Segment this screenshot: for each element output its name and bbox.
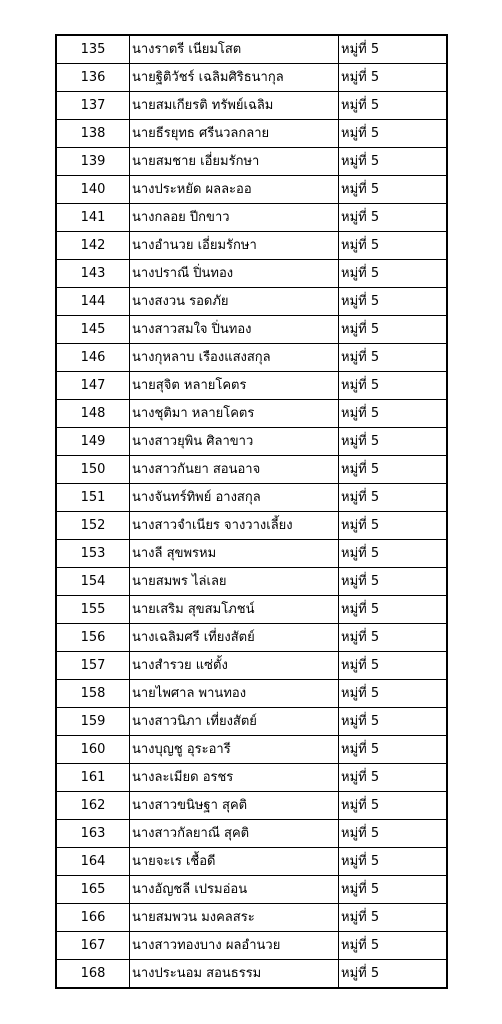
member-name-cell: นางสาวกันยา สอนอาจ [130,456,339,484]
row-number-cell: 168 [56,960,130,989]
row-number-cell: 155 [56,596,130,624]
village-cell: หมู่ที่ 5 [339,400,448,428]
member-name-cell: นายสมเกียรติ ทรัพย์เฉลิม [130,92,339,120]
table-row [56,540,447,568]
village-cell: หมู่ที่ 5 [339,512,448,540]
member-name-cell: นางสาวทองบาง ผลอำนวย [130,932,339,960]
row-number-cell: 160 [56,736,130,764]
row-number-cell: 141 [56,204,130,232]
member-name-cell: นางเฉลิมศรี เที่ยงสัตย์ [130,624,339,652]
member-name-cell: นางปราณี ปิ่นทอง [130,260,339,288]
row-number-cell: 144 [56,288,130,316]
row-number-cell: 161 [56,764,130,792]
row-number-cell: 158 [56,680,130,708]
row-number-cell: 157 [56,652,130,680]
member-name-cell: นางกลอย ปีกขาว [130,204,339,232]
member-name-cell: นางสำรวย แซ่ตั้ง [130,652,339,680]
village-cell: หมู่ที่ 5 [339,792,448,820]
table-row [56,876,447,904]
table-row [56,148,447,176]
table-row [56,848,447,876]
member-name-cell: นางสาวกัลยาณี สุคติ [130,820,339,848]
member-name-cell: นางประหยัด ผลละออ [130,176,339,204]
table-row [56,792,447,820]
table-row [56,372,447,400]
village-cell: หมู่ที่ 5 [339,904,448,932]
table-row [56,288,447,316]
village-cell: หมู่ที่ 5 [339,484,448,512]
row-number-cell: 137 [56,92,130,120]
member-name-cell: นางสาวจำเนียร จางวางเลี้ยง [130,512,339,540]
village-cell: หมู่ที่ 5 [339,596,448,624]
row-number-cell: 153 [56,540,130,568]
row-number-cell: 140 [56,176,130,204]
village-cell: หมู่ที่ 5 [339,120,448,148]
village-cell: หมู่ที่ 5 [339,540,448,568]
table-row [56,260,447,288]
row-number-cell: 139 [56,148,130,176]
table-row [56,652,447,680]
table-row [56,708,447,736]
village-cell: หมู่ที่ 5 [339,176,448,204]
member-name-cell: นายสมพร ไล่เลย [130,568,339,596]
member-name-cell: นายสมพวน มงคลสระ [130,904,339,932]
village-cell: หมู่ที่ 5 [339,960,448,989]
village-cell: หมู่ที่ 5 [339,680,448,708]
member-name-cell: นางจันทร์ทิพย์ อางสกุล [130,484,339,512]
member-name-cell: นายจะเร เชื้อดี [130,848,339,876]
table-row [56,960,447,989]
member-name-cell: นางสาวขนิษฐา สุคติ [130,792,339,820]
village-cell: หมู่ที่ 5 [339,736,448,764]
row-number-cell: 152 [56,512,130,540]
member-name-cell: นางสงวน รอดภัย [130,288,339,316]
member-name-cell: นางสาวยุพิน ศิลาขาว [130,428,339,456]
member-name-cell: นายธีรยุทธ ศรีนวลกลาย [130,120,339,148]
table-row [56,764,447,792]
village-cell: หมู่ที่ 5 [339,316,448,344]
member-name-cell: นางสาวสมใจ ปิ่นทอง [130,316,339,344]
table-row [56,316,447,344]
village-cell: หมู่ที่ 5 [339,624,448,652]
member-name-cell: นายไพศาล พานทอง [130,680,339,708]
table-row [56,400,447,428]
row-number-cell: 163 [56,820,130,848]
member-name-cell: นางอัญชลี เปรมอ่อน [130,876,339,904]
village-cell: หมู่ที่ 5 [339,456,448,484]
table-row [56,904,447,932]
table-row [56,736,447,764]
row-number-cell: 145 [56,316,130,344]
row-number-cell: 146 [56,344,130,372]
row-number-cell: 162 [56,792,130,820]
village-cell: หมู่ที่ 5 [339,764,448,792]
table-row [56,176,447,204]
row-number-cell: 165 [56,876,130,904]
table-row [56,428,447,456]
table-row [56,92,447,120]
table-row [56,680,447,708]
village-cell: หมู่ที่ 5 [339,232,448,260]
member-name-cell: นางราตรี เนียมโสต [130,35,339,64]
row-number-cell: 148 [56,400,130,428]
village-cell: หมู่ที่ 5 [339,288,448,316]
row-number-cell: 147 [56,372,130,400]
village-cell: หมู่ที่ 5 [339,64,448,92]
table-row [56,232,447,260]
member-name-cell: นางลี สุขพรหม [130,540,339,568]
row-number-cell: 166 [56,904,130,932]
table-row [56,624,447,652]
table-row [56,456,447,484]
row-number-cell: 151 [56,484,130,512]
row-number-cell: 150 [56,456,130,484]
member-name-cell: นางชุติมา หลายโคตร [130,400,339,428]
village-cell: หมู่ที่ 5 [339,372,448,400]
member-name-cell: นายเสริม สุขสมโภชน์ [130,596,339,624]
village-cell: หมู่ที่ 5 [339,92,448,120]
village-cell: หมู่ที่ 5 [339,652,448,680]
member-name-cell: นายสุจิต หลายโคตร [130,372,339,400]
member-name-cell: นางอำนวย เอี่ยมรักษา [130,232,339,260]
row-number-cell: 149 [56,428,130,456]
member-name-cell: นางประนอม สอนธรรม [130,960,339,989]
row-number-cell: 143 [56,260,130,288]
village-cell: หมู่ที่ 5 [339,344,448,372]
village-cell: หมู่ที่ 5 [339,848,448,876]
village-cell: หมู่ที่ 5 [339,568,448,596]
village-cell: หมู่ที่ 5 [339,708,448,736]
row-number-cell: 142 [56,232,130,260]
member-name-cell: นางละเมียด อรชร [130,764,339,792]
row-number-cell: 135 [56,35,130,64]
table-row [56,568,447,596]
row-number-cell: 156 [56,624,130,652]
village-cell: หมู่ที่ 5 [339,932,448,960]
member-name-cell: นางสาวนิภา เที่ยงสัตย์ [130,708,339,736]
village-cell: หมู่ที่ 5 [339,35,448,64]
table-row [56,204,447,232]
member-name-cell: นางบุญชู อุระอารี [130,736,339,764]
document-page [55,34,444,989]
table-row [56,120,447,148]
row-number-cell: 154 [56,568,130,596]
village-cell: หมู่ที่ 5 [339,428,448,456]
member-table [55,34,448,989]
member-name-cell: นางกุหลาบ เรืองแสงสกุล [130,344,339,372]
village-cell: หมู่ที่ 5 [339,204,448,232]
table-row [56,35,447,64]
village-cell: หมู่ที่ 5 [339,876,448,904]
member-name-cell: นายสมชาย เอี่ยมรักษา [130,148,339,176]
table-row [56,512,447,540]
table-row [56,932,447,960]
table-row [56,64,447,92]
village-cell: หมู่ที่ 5 [339,260,448,288]
table-row [56,484,447,512]
member-table-body [56,35,447,988]
table-row [56,820,447,848]
village-cell: หมู่ที่ 5 [339,148,448,176]
table-row [56,344,447,372]
row-number-cell: 164 [56,848,130,876]
row-number-cell: 138 [56,120,130,148]
row-number-cell: 136 [56,64,130,92]
village-cell: หมู่ที่ 5 [339,820,448,848]
member-name-cell: นายฐิติวัชร์ เฉลิมศิริธนากุล [130,64,339,92]
row-number-cell: 167 [56,932,130,960]
table-row [56,596,447,624]
row-number-cell: 159 [56,708,130,736]
